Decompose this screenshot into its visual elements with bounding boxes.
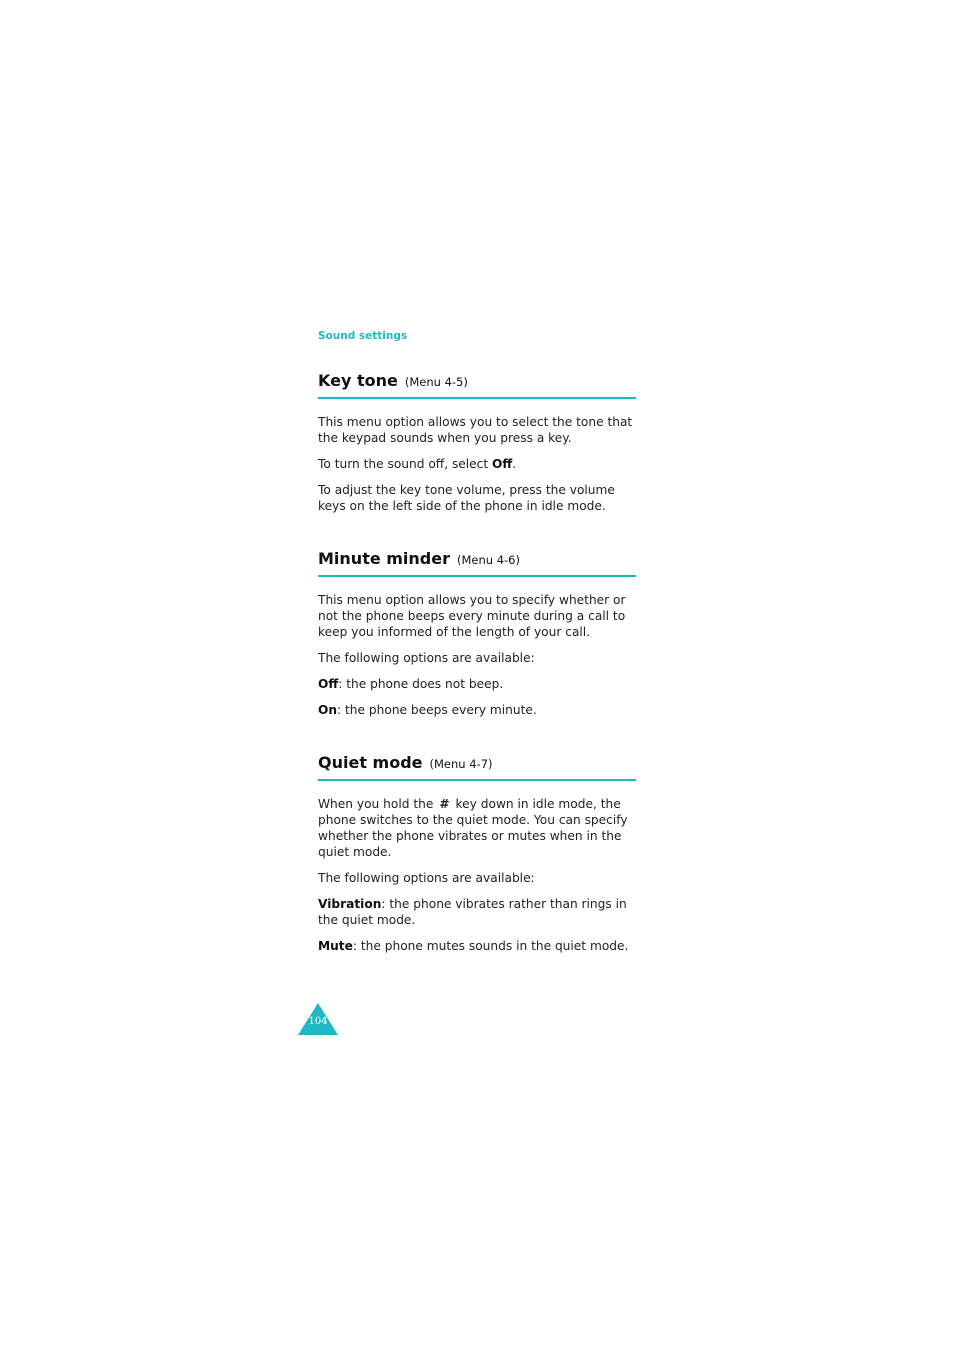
- section-heading: [318, 549, 636, 577]
- paragraph: To turn the sound off, select Off.: [318, 457, 517, 471]
- option-item: On: the phone beeps every minute.: [318, 703, 537, 717]
- section-key-tone: [318, 371, 636, 514]
- option-name: Off: [492, 457, 513, 471]
- menu-reference: (Menu 4-5): [404, 375, 468, 389]
- section-title: Key tone: [318, 371, 398, 390]
- menu-reference: (Menu 4-6): [457, 553, 520, 567]
- section-heading: [318, 371, 636, 399]
- option-item: Mute: the phone mutes sounds in the quiet mode.: [318, 939, 629, 953]
- paragraph: The following options are available:: [318, 651, 535, 665]
- paragraph: This menu option allows you to specify whether or not the phone beeps every minute during a call to keep you informed of the length of your call.: [318, 593, 626, 639]
- option-name: Mute: [318, 939, 353, 953]
- option-name: Off: [318, 677, 339, 691]
- section-heading: [318, 753, 636, 781]
- menu-reference: (Menu 4-7): [429, 757, 493, 771]
- paragraph: This menu option allows you to select the tone that the keypad sounds when you press a key.: [318, 415, 633, 445]
- section-title: Quiet mode: [318, 753, 423, 772]
- paragraph: To adjust the key tone volume, press the volume keys on the left side of the phone in idle mode.: [318, 483, 615, 513]
- section-quiet-mode: [318, 753, 636, 954]
- running-head: Sound settings: [318, 330, 408, 342]
- section-title: Minute minder: [318, 549, 450, 568]
- option-item: Off: the phone does not beep.: [318, 677, 504, 691]
- paragraph: When you hold the # key down in idle mode, the phone switches to the quiet mode. You can specify whether the phone vibrates or mutes when in the quiet mode.: [318, 797, 628, 859]
- option-item: Vibration: the phone vibrates rather than rings in the quiet mode.: [318, 897, 627, 927]
- hash-key-icon: #: [439, 797, 450, 811]
- page-number: 104: [308, 1016, 328, 1027]
- paragraph: The following options are available:: [318, 871, 535, 885]
- option-name: On: [318, 703, 338, 717]
- section-minute-minder: [318, 549, 636, 718]
- option-name: Vibration: [318, 897, 382, 911]
